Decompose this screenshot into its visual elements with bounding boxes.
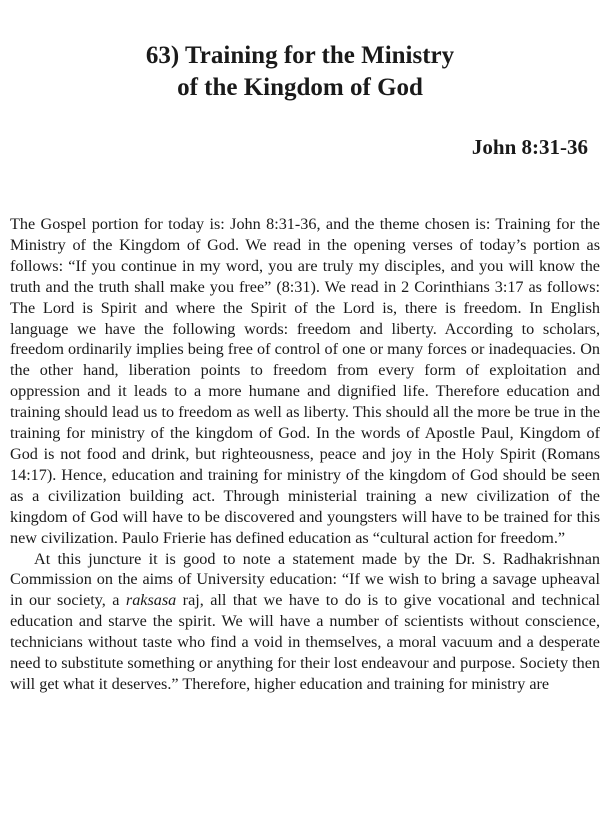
body-text [10,214,600,695]
paragraph-2 [10,549,600,695]
paragraph-2-text-after: raj, all that we have to do is to give vocational and technical education and starve the spirit. We will have a number of scientists without conscience, technicians without taste who find a void in themselves, a moral vacuum and a desperate need to substitute something or anything for their lost endeavour and purpose. Society then will get what it deserves.” Therefore, higher education and training for ministry are [10,591,600,693]
paragraph-1: The Gospel portion for today is: John 8:31-36, and the theme chosen is: Training for the Ministry of the Kingdom of God. We read in the opening verses of today’s portion as follows: “If you continue in my word, you are truly my disciples, and you will know the truth and the truth shall make you free” (8:31). We read in 2 Corinthians 3:17 as follows: The Lord is Spirit and where the Spirit of the Lord is, there is freedom. In English language we have the following words: freedom and liberty. According to scholars, freedom ordinarily implies being free of control of one or many forces or inadequacies. On the other hand, liberation points to freedom from every form of exploitation and oppression and it leads to a more humane and dignified life. Therefore education and training should lead us to freedom as well as liberty. This should all the more be true in the training for ministry of the kingdom of God. In the words of Apostle Paul, Kingdom of God is not food and drink, but righteousness, peace and joy in the Holy Spirit (Romans 14:17). Hence, education and training for ministry of the kingdom of God should be seen as a civilization building act. Through ministerial training a new civilization of the kingdom of God will have to be discovered and youngsters will have to be trained for this new civilization. Paulo Frierie has defined education as “cultural action for freedom.” [10,215,600,547]
paragraph-2-text-before: At this juncture it is good to note a statement made by the Dr. S. Radhakrishnan Commission on the aims of University education: “If we wish to bring a savage upheaval in our society, a [10,549,600,610]
chapter-title [0,40,600,104]
scripture-reference: John 8:31-36 [471,135,588,159]
italic-term: raksasa [125,591,177,610]
chapter-title-line-2: of the Kingdom of God [177,74,423,101]
chapter-title-line-1: 63) Training for the Ministry [145,42,455,69]
